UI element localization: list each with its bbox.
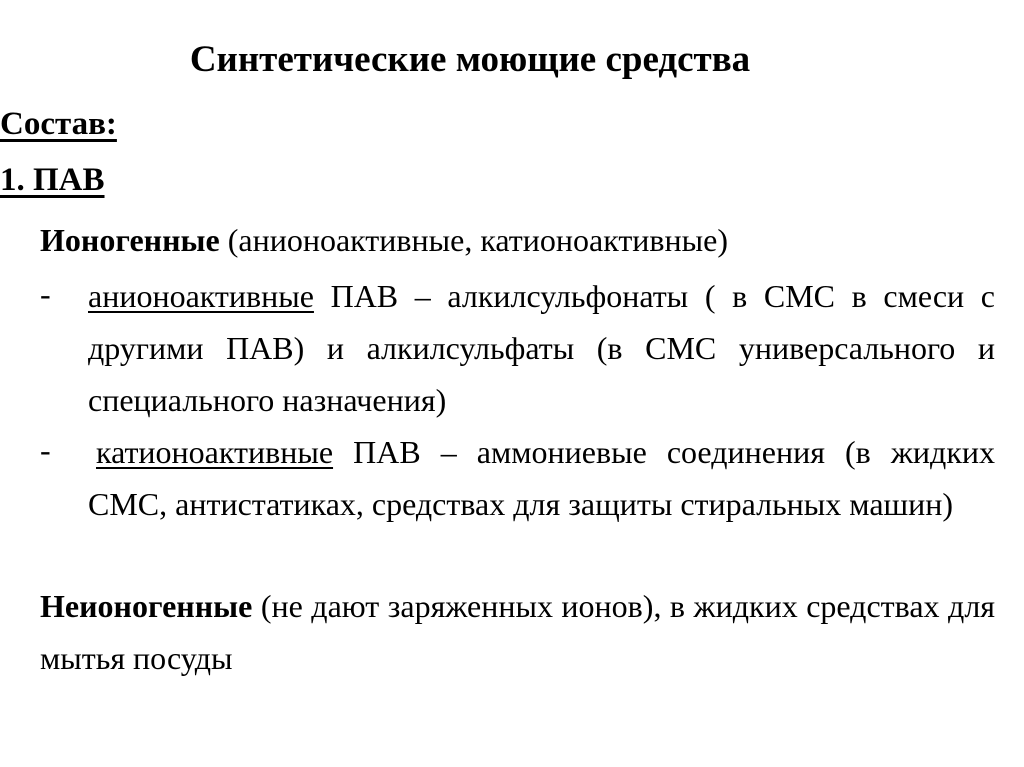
cationic-term: катионоактивные — [96, 434, 334, 470]
bullet-marker: - — [40, 276, 51, 312]
nonionogenic-paragraph — [40, 580, 995, 684]
slide-title: Синтетические моющие средства — [189, 39, 751, 80]
anionic-term: анионоактивные — [88, 278, 314, 314]
bullet-cationic — [88, 426, 995, 530]
anionic-text: ПАВ – алкилсульфонаты ( в СМС в смеси с другими ПАВ) и алкилсульфаты (в СМС универсального и специального назначения) — [88, 278, 995, 418]
ionogenic-term: Ионогенные — [40, 222, 220, 258]
nonionogenic-term: Неионогенные — [40, 588, 253, 624]
nonionogenic-text: (не дают заряженных ионов), в жидких средствах для мытья посуды — [40, 588, 995, 676]
ionogenic-text: (анионоактивные, катионоактивные) — [219, 222, 729, 258]
bullet-anionic — [88, 270, 995, 426]
cationic-text: ПАВ – аммониевые соединения (в жидких СМС, антистатиках, средствах для защиты стиральных машин) — [88, 434, 995, 522]
section-heading: Состав: — [0, 106, 117, 142]
bullet-marker: - — [40, 432, 51, 468]
item-heading: 1. ПАВ — [0, 162, 105, 198]
ionogenic-paragraph — [40, 214, 1000, 266]
